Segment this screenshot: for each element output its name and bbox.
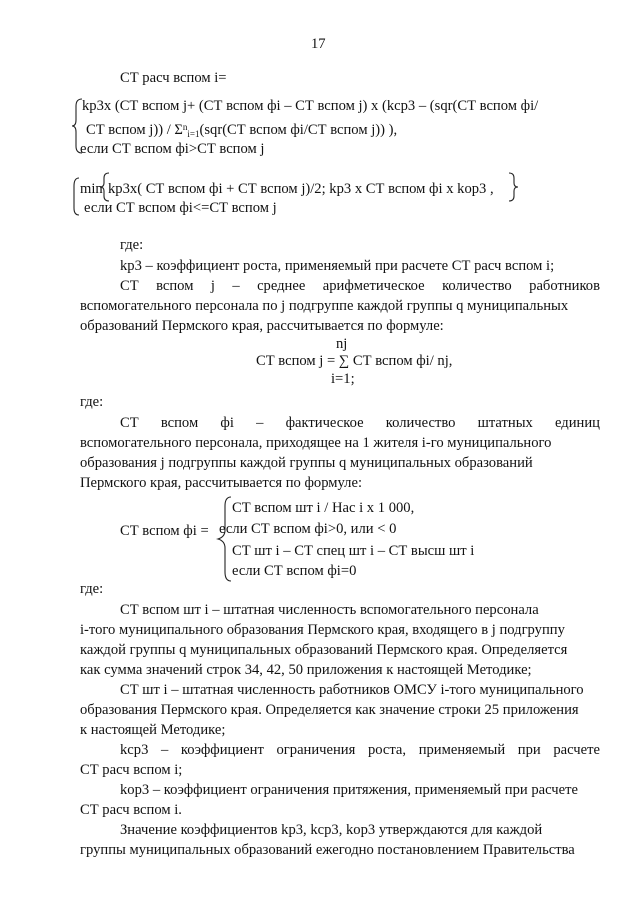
stj-definition-line2: вспомогательного персонала по j подгруппе каждой группы q муниципальных [80,298,569,314]
right-brace-icon [508,172,518,202]
word: вспом [160,415,199,431]
formula3-case2: СТ шт i – СТ спец шт i – СТ высш шт i [232,543,475,559]
word: штатных [477,415,533,431]
where-label: где: [80,581,104,597]
word: арифметическое [322,278,425,294]
formula3-lhs: СТ вспом фi = [120,523,209,539]
st-definition-line1: СТ шт i – штатная численность работников ОМСУ i-того муниципального [120,682,584,698]
stsht-definition-line2: i-того муниципального образования Пермского края, входящего в j подгруппу [80,622,565,638]
word: – [256,415,264,431]
formula3-cond1: если СТ вспом фi>0, или < 0 [219,521,397,537]
stj-definition-line3: образований Пермского края, рассчитывается по формуле: [80,318,444,334]
word: количество [385,415,456,431]
stfi-definition-line1 [120,414,600,432]
final-paragraph-line2: группы муниципальных образований ежегодно постановлением Правительства [80,842,575,858]
formula1-case2-line: kр3х( СТ вспом фi + СТ вспом j)/2; kр3 х СТ вспом фi х kор3 , [108,181,494,197]
kr3-definition: kр3 – коэффициент роста, применяемый при расчете СТ расч вспом i; [120,258,555,274]
word: ограничения [276,742,356,758]
formula3-case1: СТ вспом шт i / Нас i х 1 000, [232,500,415,516]
word: – [232,278,240,294]
word: расчете [553,742,600,758]
stj-definition-line1 [120,277,600,295]
formula2-main: СТ вспом j = ∑ СТ вспом фi/ nj, [256,353,453,369]
formula1-case1-line2b: (sqr(СТ вспом фi/СТ вспом j)) ), [199,122,398,138]
word: фактическое [285,415,364,431]
word: вспом [156,278,194,294]
kor3-definition-line1: kор3 – коэффициент ограничения притяжения, применяемый при расчете [120,782,578,798]
where-label: где: [120,237,144,253]
kcr3-definition-line1 [120,741,600,759]
word: коэффициент [180,742,264,758]
formula1-case1-cond: если СТ вспом фi>СТ вспом j [80,141,265,157]
word: СТ [120,278,139,294]
word: среднее [257,278,306,294]
word: роста, [367,742,407,758]
formula2-bottom: i=1; [331,371,355,387]
st-definition-line2: образования Пермского края. Определяется как значение строки 25 приложения [80,702,579,718]
kor3-definition-line2: СТ расч вспом i. [80,802,182,818]
formula1-sum-sub: i=1 [187,129,200,139]
left-brace-icon [215,496,233,582]
formula1-case2-min: min [80,181,103,197]
word: СТ [120,415,139,431]
word: при [517,742,541,758]
final-paragraph-line1: Значение коэффициентов kр3, kср3, kор3 утверждаются для каждой [120,822,543,838]
formula1-lhs: СТ расч вспом i= [120,70,227,86]
where-label: где: [80,394,104,410]
word: единиц [554,415,600,431]
stsht-definition-line1: СТ вспом шт i – штатная численность вспомогательного персонала [120,602,539,618]
word: kср3 [120,742,149,758]
formula2-top: nj [336,336,348,352]
left-brace-icon [70,176,80,216]
formula1-case1-line1: kр3х (СТ вспом j+ (СТ вспом фi – СТ вспом j) х (kср3 – (sqr(СТ вспом фi/ [82,98,539,114]
word: фi [220,415,234,431]
word: работников [529,278,600,294]
stsht-definition-line4: как сумма значений строк 34, 42, 50 приложения к настоящей Методике; [80,662,532,678]
stfi-definition-line3: образования j подгруппы каждой группы q муниципальных образований [80,455,533,471]
word: применяемый [418,742,506,758]
word: количество [442,278,512,294]
st-definition-line3: к настоящей Методике; [80,722,226,738]
page-number: 17 [311,36,326,52]
stfi-definition-line2: вспомогательного персонала, приходящее на 1 жителя i-го муниципального [80,435,552,451]
formula1-case1-line2a: СТ вспом j)) / Σ [86,122,183,138]
stsht-definition-line3: каждой группы q муниципальных образований Пермского края. Определяется [80,642,568,658]
formula1-case2-cond: если СТ вспом фi<=СТ вспом j [84,200,277,216]
formula1-sum-sup: n [182,122,188,132]
formula3-cond2: если СТ вспом фi=0 [232,563,357,579]
word: j [210,278,215,294]
kcr3-definition-line2: СТ расч вспом i; [80,762,183,778]
stfi-definition-line4: Пермского края, рассчитывается по формуле: [80,475,362,491]
word: – [161,742,169,758]
